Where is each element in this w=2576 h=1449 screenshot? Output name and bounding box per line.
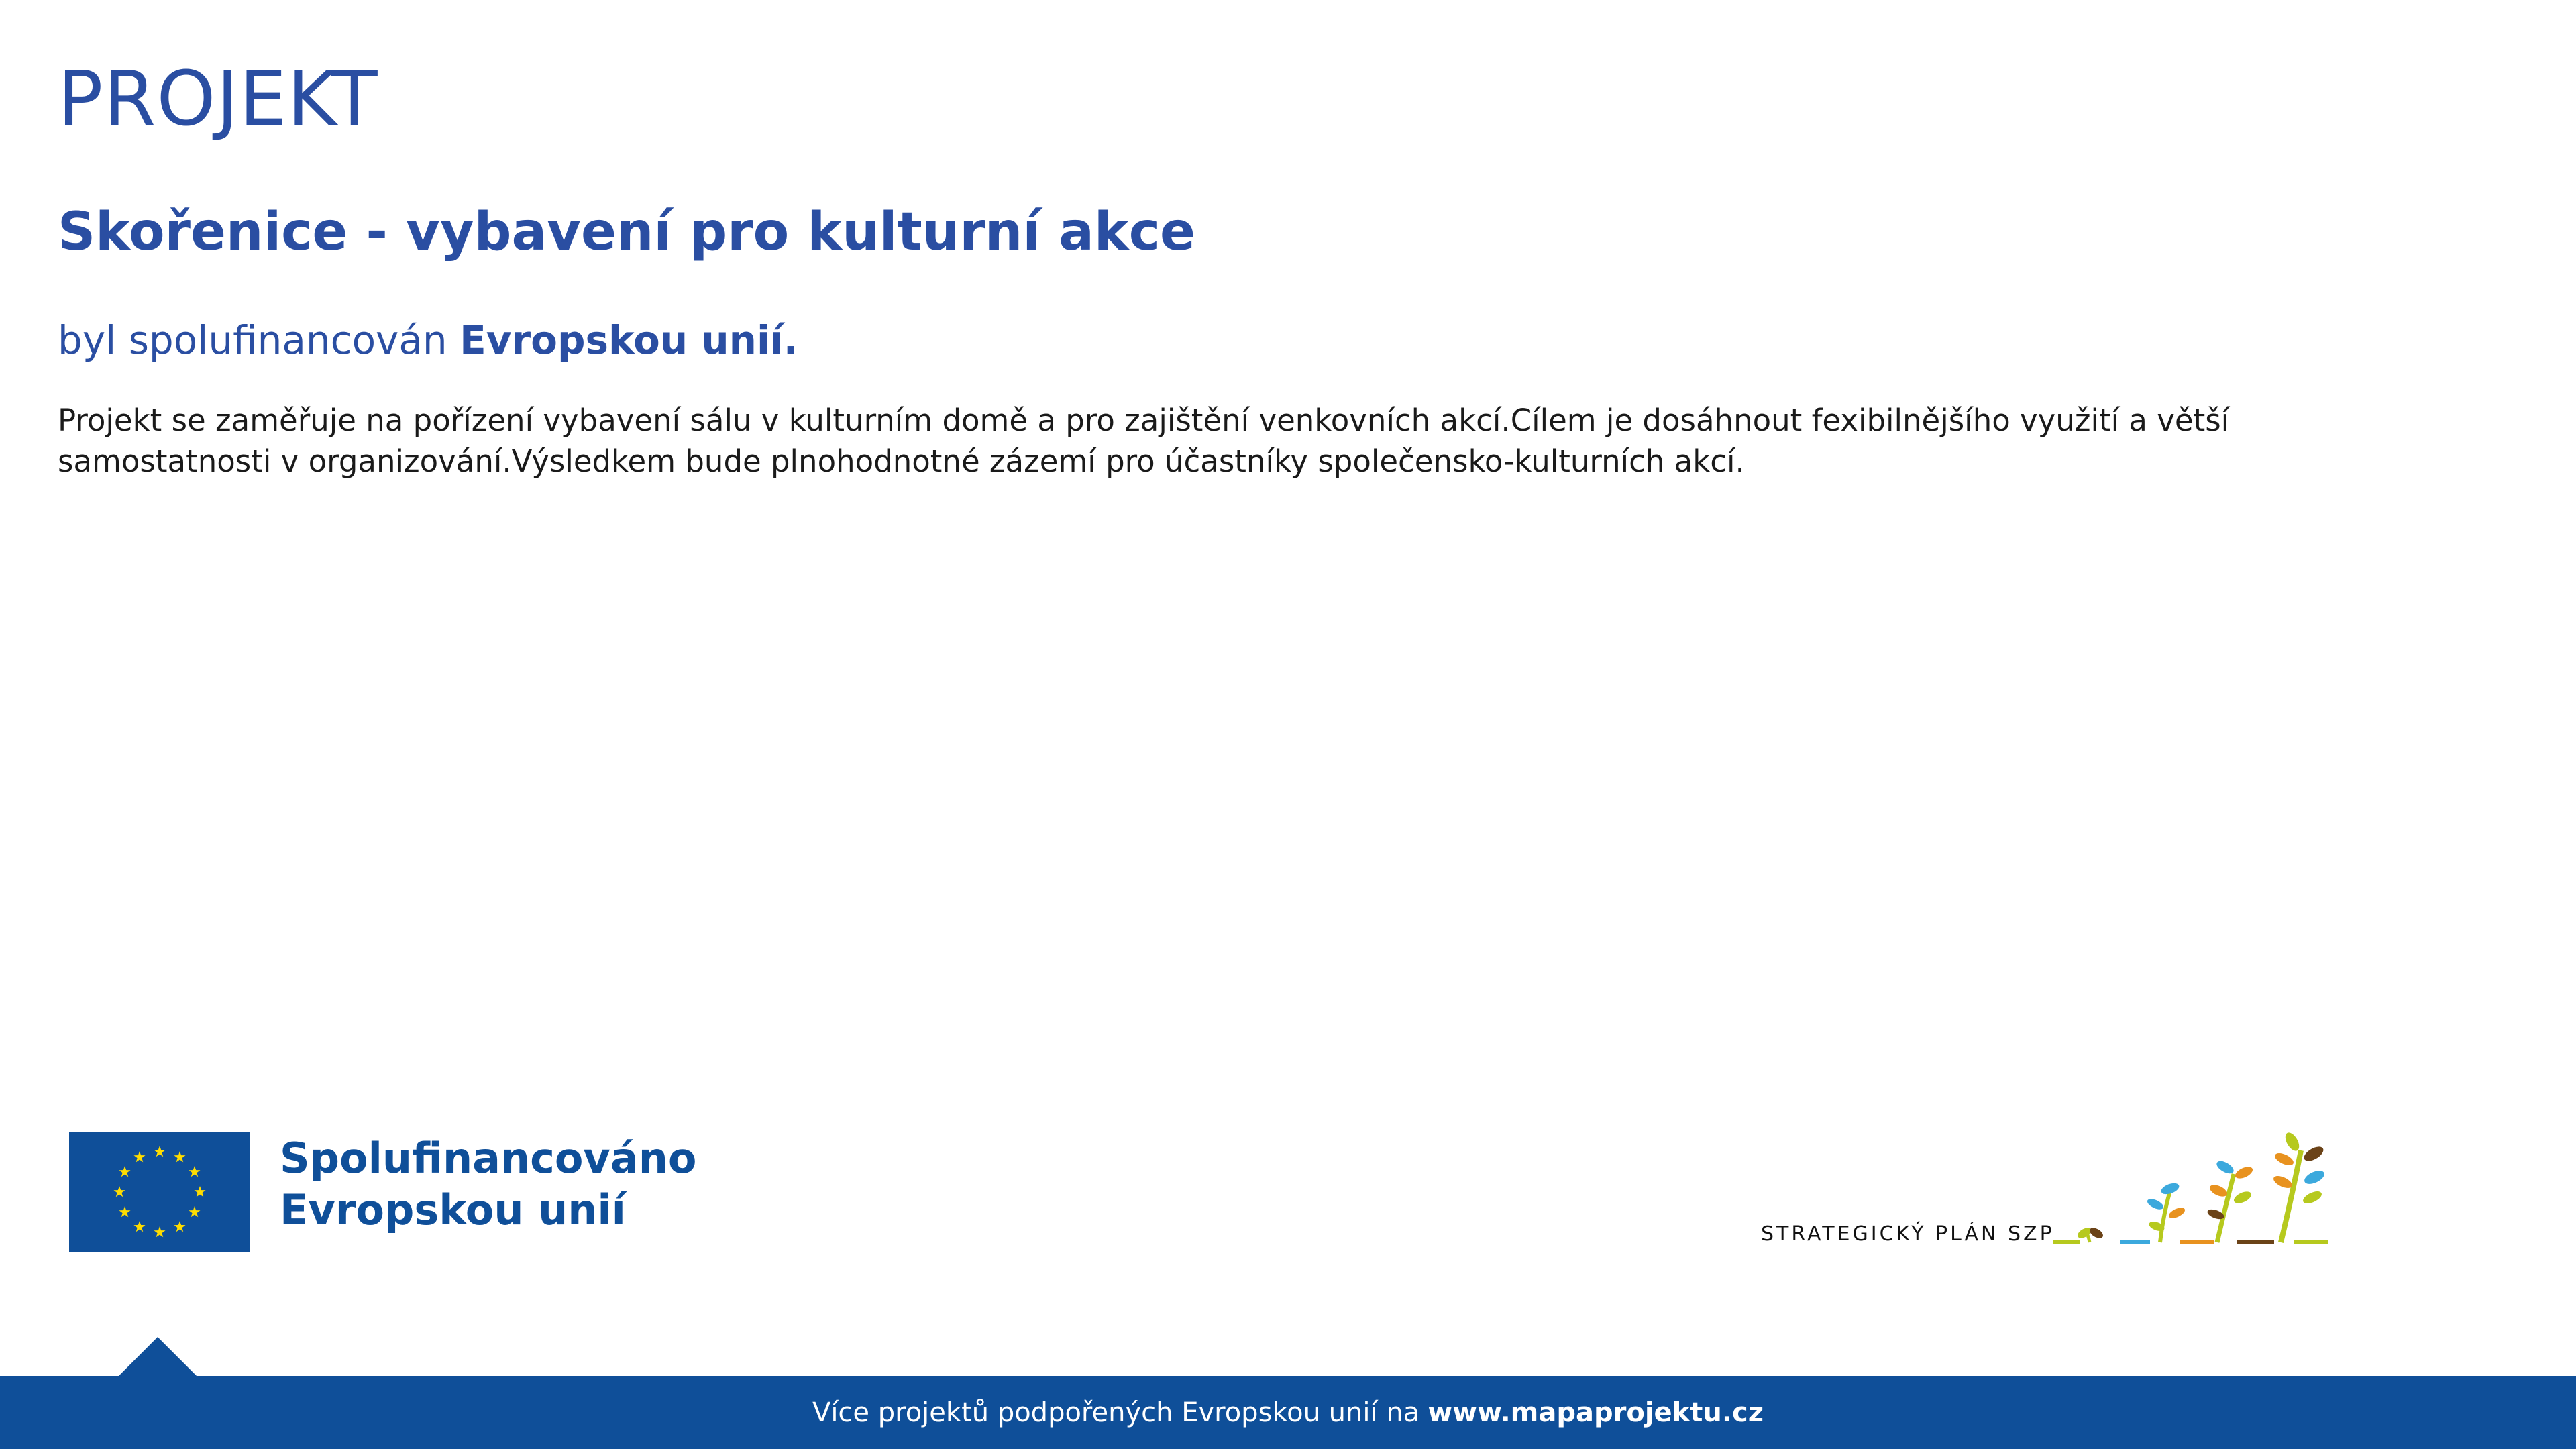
- eu-flag-icon: [69, 1132, 250, 1252]
- project-title: Skořenice - vybavení pro kulturní akce: [58, 202, 1195, 262]
- szp-label: STRATEGICKÝ PLÁN SZP: [1761, 1222, 2055, 1246]
- footer-text: Více projektů podpořených Evropskou unií na: [812, 1397, 1420, 1428]
- cofinanced-prefix: byl spolufinancován: [58, 317, 447, 363]
- eu-text-line-1: Spolufinancováno: [280, 1134, 697, 1183]
- cofinanced-line: [58, 317, 798, 364]
- page-kicker: PROJEKT: [58, 56, 378, 143]
- eu-text-line-2: Evropskou unií: [280, 1185, 626, 1234]
- cofinanced-by: Evropskou unií.: [460, 317, 798, 363]
- szp-sprout-icon: [2049, 1127, 2345, 1254]
- footer-tab-notch: [117, 1337, 198, 1377]
- project-description: Projekt se zaměřuje na pořízení vybavení sálu v kulturním domě a pro zajištění venkovních akcí.Cílem je dosáhnout fexibilnějšího využití a větší samostatnosti v organizování.Výsledkem bude plnohodnotné zázemí pro účastníky společensko-kulturních akcí.: [58, 402, 2230, 479]
- eu-cofinanced-text: [280, 1132, 696, 1236]
- footer-bar: [0, 1376, 2576, 1449]
- footer-link[interactable]: www.mapaprojektu.cz: [1428, 1397, 1764, 1428]
